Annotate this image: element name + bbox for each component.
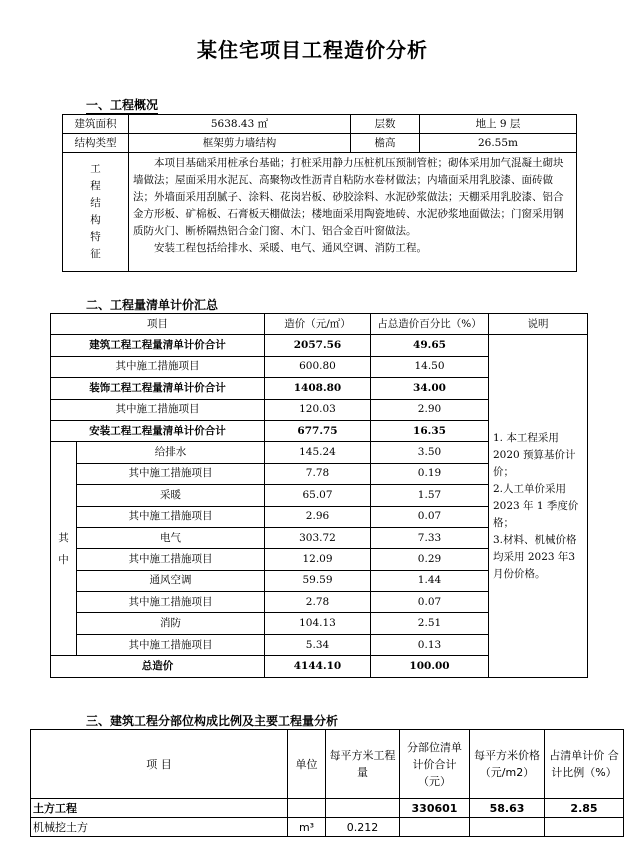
row-ratio: 2.85 [545, 799, 624, 818]
eave-label: 檐高 [351, 134, 420, 153]
sub-row-item: 电气 [77, 527, 265, 548]
header-price: 造价（元/㎡） [265, 314, 371, 335]
sub-row-item: 通风空调 [77, 570, 265, 591]
table-row [63, 115, 577, 134]
sub-row-price: 2.96 [265, 506, 371, 527]
header-item: 项 目 [31, 730, 288, 799]
header-price: 每平方米价格（元/m2） [470, 730, 545, 799]
header-percent: 占总造价百分比（%） [371, 314, 489, 335]
table-row [51, 335, 588, 356]
sub-row-price: 303.72 [265, 527, 371, 548]
sub-row-price: 5.34 [265, 634, 371, 655]
row-price: 600.80 [265, 356, 371, 377]
table-header-row [51, 314, 588, 335]
sub-row-price: 104.13 [265, 613, 371, 634]
table-row [63, 134, 577, 153]
sub-row-percent: 0.07 [371, 592, 489, 613]
sub-row-item: 采暖 [77, 485, 265, 506]
section2-heading: 二、工程量清单计价汇总 [86, 298, 219, 312]
feature-paragraph-1: 本项目基础采用桩承台基础；打桩采用静力压桩机压预制管桩；砌体采用加气混凝土砌块墙做法；屋面采用水泥瓦、高聚物改性沥青自粘防水卷材做法；内墙面采用乳胶漆、面砖做法；外墙面采用刮腻子、涂料、花岗岩板、砂胶涂料、水泥砂浆做法；天棚采用乳胶漆、铝合金方形板、矿棉板、石膏板天棚做法；楼地面采用陶瓷地砖、水泥砂浆地面做法；门窗采用钢质防火门、断桥隔热铝合金门窗、木门、铝合金百叶窗做法。 [133, 157, 564, 237]
row-price [470, 818, 545, 837]
row-percent: 49.65 [371, 335, 489, 356]
feature-label: 工程结构特征 [90, 163, 101, 260]
sub-row-percent: 0.29 [371, 549, 489, 570]
section3-heading: 三、建筑工程分部位构成比例及主要工程量分析 [86, 714, 339, 728]
cost-summary-table [50, 313, 588, 678]
row-item: 土方工程 [31, 799, 288, 818]
header-qty: 每平方米工程量 [326, 730, 400, 799]
sub-row-price: 145.24 [265, 442, 371, 463]
row-unit: m³ [288, 818, 326, 837]
row-total: 330601 [400, 799, 470, 818]
structure-label: 结构类型 [63, 134, 129, 153]
row-qty: 0.212 [326, 818, 400, 837]
eave-value: 26.55m [420, 134, 577, 153]
total-label: 总造价 [51, 656, 265, 677]
row-unit [288, 799, 326, 818]
row-qty [326, 799, 400, 818]
note-line: 1. 本工程采用2020 预算基价计价； [493, 431, 576, 478]
sub-row-percent: 3.50 [371, 442, 489, 463]
sub-row-percent: 0.19 [371, 463, 489, 484]
page-title: 某住宅项目工程造价分析 [197, 38, 428, 62]
breakdown-table [30, 729, 624, 837]
sub-row-item: 给排水 [77, 442, 265, 463]
sub-row-item: 其中施工措施项目 [77, 463, 265, 484]
total-price: 4144.10 [265, 656, 371, 677]
floors-value: 地上 9 层 [420, 115, 577, 134]
row-item: 装饰工程工程量清单计价合计 [51, 378, 265, 399]
sub-row-item: 其中施工措施项目 [77, 506, 265, 527]
row-percent: 16.35 [371, 420, 489, 441]
sub-row-percent: 0.13 [371, 634, 489, 655]
sub-row-price: 59.59 [265, 570, 371, 591]
sub-row-percent: 0.07 [371, 506, 489, 527]
sub-row-percent: 1.44 [371, 570, 489, 591]
sub-row-price: 2.78 [265, 592, 371, 613]
structure-value: 框架剪力墙结构 [129, 134, 351, 153]
table-header-row [31, 730, 624, 799]
row-item: 其中施工措施项目 [51, 356, 265, 377]
sub-row-percent: 2.51 [371, 613, 489, 634]
header-ratio: 占清单计价 合计比例（%） [545, 730, 624, 799]
sub-row-item: 其中施工措施项目 [77, 549, 265, 570]
floors-label: 层数 [351, 115, 420, 134]
sub-row-item: 其中施工措施项目 [77, 634, 265, 655]
row-percent: 14.50 [371, 356, 489, 377]
row-percent: 2.90 [371, 399, 489, 420]
table-row [31, 799, 624, 818]
group-label: 其中 [58, 531, 69, 566]
row-price: 677.75 [265, 420, 371, 441]
row-price: 1408.80 [265, 378, 371, 399]
sub-row-item: 其中施工措施项目 [77, 592, 265, 613]
sub-row-percent: 7.33 [371, 527, 489, 548]
row-price: 58.63 [470, 799, 545, 818]
total-percent: 100.00 [371, 656, 489, 677]
row-ratio [545, 818, 624, 837]
sub-row-price: 12.09 [265, 549, 371, 570]
table-row [31, 818, 624, 837]
header-item: 项目 [51, 314, 265, 335]
row-total [400, 818, 470, 837]
row-percent: 34.00 [371, 378, 489, 399]
header-unit: 单位 [288, 730, 326, 799]
sub-row-price: 7.78 [265, 463, 371, 484]
area-value: 5638.43 ㎡ [129, 115, 351, 134]
note-line: 3.材料、机械价格均采用 2023 年3 月份价格。 [493, 533, 577, 580]
header-total: 分部位清单 计价合计（元） [400, 730, 470, 799]
row-item: 安装工程工程量清单计价合计 [51, 420, 265, 441]
row-item: 其中施工措施项目 [51, 399, 265, 420]
sub-row-item: 消防 [77, 613, 265, 634]
note-line: 2.人工单价采用2023 年 1 季度价格； [493, 482, 579, 529]
sub-row-percent: 1.57 [371, 485, 489, 506]
row-price: 120.03 [265, 399, 371, 420]
row-price: 2057.56 [265, 335, 371, 356]
notes-cell [489, 335, 588, 677]
overview-table [62, 114, 577, 272]
table-row [63, 153, 577, 272]
section1-heading: 一、工程概况 [86, 98, 159, 112]
header-note: 说明 [489, 314, 588, 335]
sub-row-price: 65.07 [265, 485, 371, 506]
row-item: 建筑工程工程量清单计价合计 [51, 335, 265, 356]
row-item: 机械挖土方 [31, 818, 288, 837]
feature-paragraph-2: 安装工程包括给排水、采暖、电气、通风空调、消防工程。 [154, 242, 427, 254]
area-label: 建筑面积 [63, 115, 129, 134]
